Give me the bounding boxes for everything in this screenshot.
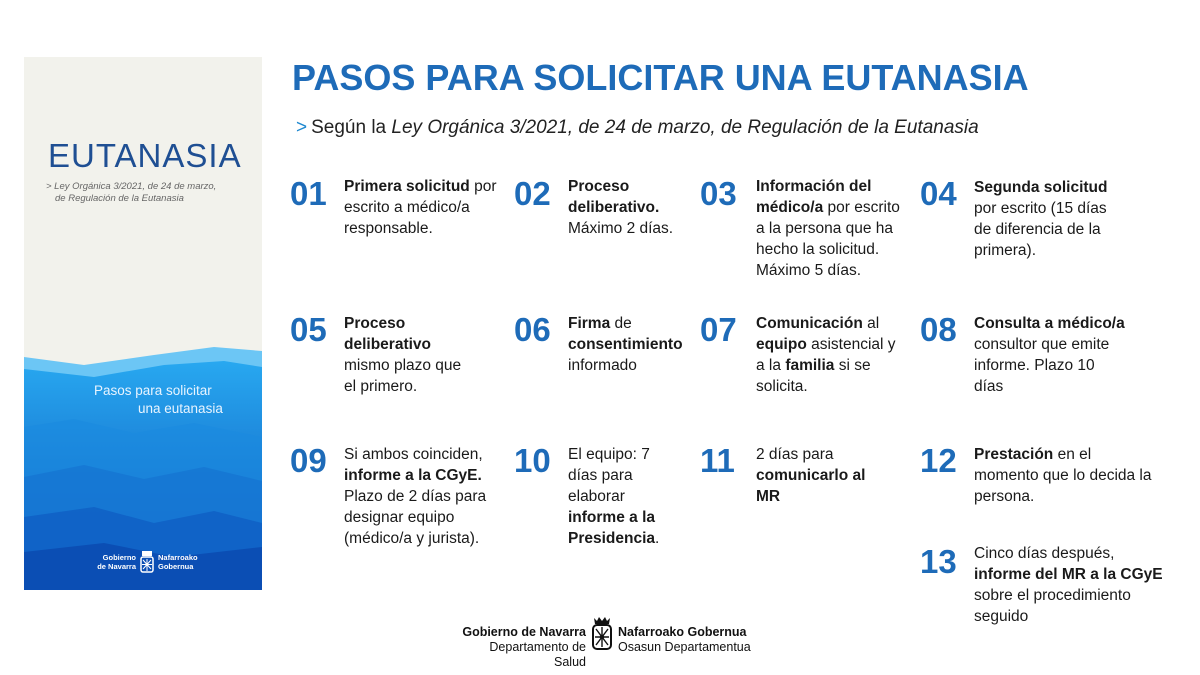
step-text-run: informe del MR a la CGyE	[974, 566, 1163, 583]
step-text	[974, 177, 1124, 261]
footer-logo-left	[458, 625, 586, 670]
subtitle-prefix: Según la	[311, 117, 392, 138]
step-text-run: informe a la Presidencia	[568, 509, 656, 547]
cover-logo-text-4: Gobernua	[158, 562, 194, 571]
step-text	[974, 543, 1164, 627]
step-text-run: en el momento que lo decida la persona.	[974, 446, 1152, 505]
footer-org-name-eu: Nafarroako Gobernua	[618, 625, 747, 639]
step-number: 04	[920, 175, 957, 212]
step-text	[756, 176, 912, 281]
step-number: 08	[920, 311, 957, 348]
page-subtitle	[296, 117, 979, 139]
step-text-run: Consulta a médico/a	[974, 315, 1125, 332]
cover-title: EUTANASIA	[48, 137, 242, 174]
cover-tagline-line2: una eutanasia	[138, 401, 223, 416]
step-text	[568, 176, 676, 239]
step-number: 10	[514, 442, 551, 479]
step-number: 06	[514, 311, 551, 348]
step-text-run: El equipo: 7 días para elaborar	[568, 446, 650, 505]
step-text-run: por escrito (15 días de diferencia de la primera).	[974, 200, 1107, 259]
step-number: 05	[290, 311, 327, 348]
step-text	[568, 313, 698, 376]
step-text-run: Comunicación	[756, 315, 863, 332]
subtitle-law-reference: Ley Orgánica 3/2021, de 24 de marzo, de Regulación de la Eutanasia	[391, 117, 979, 138]
step-text	[568, 444, 672, 549]
step-text	[344, 444, 504, 549]
cover-logo-text-1: Gobierno	[102, 553, 136, 562]
cover-tagline-line1: Pasos para solicitar	[94, 383, 212, 398]
step-text-run: Si ambos coinciden,	[344, 446, 483, 463]
step-text-run: asistencial y a la	[756, 336, 896, 374]
cover-government-logo	[82, 551, 232, 573]
step-text	[344, 176, 504, 239]
step-text-run: Proceso deliberativo	[344, 315, 431, 353]
step-number: 13	[920, 543, 957, 580]
step-number: 12	[920, 442, 957, 479]
footer-org-name: Gobierno de Navarra	[462, 625, 586, 639]
step-number: 09	[290, 442, 327, 479]
cover-subtitle	[46, 181, 216, 205]
coat-of-arms-icon	[591, 616, 613, 652]
footer-logo-right	[618, 625, 751, 655]
step-text-run: consultor que emite informe. Plazo 10 días	[974, 336, 1110, 395]
step-text-run: Firma	[568, 315, 611, 332]
step-text	[974, 313, 1126, 397]
step-text-run: si se solicita.	[756, 357, 871, 395]
step-text-run: por escrito a la persona que ha hecho la solicitud. Máximo 5 días.	[756, 199, 900, 279]
page-title: PASOS PARA SOLICITAR UNA EUTANASIA	[292, 57, 1029, 98]
step-text-run: Máximo 2 días.	[568, 220, 674, 237]
footer-department: Departamento de Salud	[489, 640, 586, 669]
step-text-run: Cinco días después,	[974, 545, 1115, 562]
step-number: 02	[514, 175, 551, 212]
step-text-run: Información del médico/a	[756, 178, 872, 216]
step-text-run: Proceso deliberativo.	[568, 178, 660, 216]
brochure-cover	[24, 57, 262, 590]
cover-logo-text-3: Nafarroako	[158, 553, 198, 562]
step-text-run: informado	[568, 357, 637, 374]
cover-subtitle-line1: > Ley Orgánica 3/2021, de 24 de marzo,	[46, 181, 217, 192]
step-number: 03	[700, 175, 737, 212]
step-text-run: mismo plazo que el primero.	[344, 357, 462, 395]
subtitle-arrow: >	[296, 117, 308, 138]
step-text	[974, 444, 1154, 507]
step-text	[344, 313, 462, 397]
step-text	[756, 444, 876, 507]
step-number: 07	[700, 311, 737, 348]
cover-tagline	[94, 382, 244, 418]
step-text-run: al	[862, 315, 880, 332]
step-text-run: Plazo de 2 días para designar equipo (médico/a y jurista).	[344, 488, 487, 547]
step-text-run: equipo	[756, 336, 807, 353]
step-text-run: Primera solicitud	[344, 178, 470, 195]
step-text-run: 2 días para	[756, 446, 834, 463]
step-text-run: sobre el procedimiento seguido	[974, 587, 1131, 625]
step-text-run: consentimiento	[568, 336, 683, 353]
step-text-run: Prestación	[974, 446, 1054, 463]
step-text-run: de	[610, 315, 632, 332]
step-text-run: por escrito a médico/a responsable.	[344, 178, 497, 237]
step-text-run: informe a la CGyE.	[344, 467, 482, 484]
step-text-run: Segunda solicitud	[974, 179, 1108, 196]
step-number: 01	[290, 175, 327, 212]
step-text-run: comunicarlo al MR	[756, 467, 866, 505]
footer-government-logo	[458, 616, 758, 669]
coat-of-arms-icon	[140, 551, 154, 573]
step-text	[756, 313, 900, 397]
cover-subtitle-line2: de Regulación de la Eutanasia	[55, 193, 184, 204]
footer-department-eu: Osasun Departamentua	[618, 640, 751, 654]
step-text-run: .	[655, 530, 660, 547]
step-number: 11	[700, 442, 735, 479]
step-text-run: familia	[785, 357, 835, 374]
cover-logo-text-2: de Navarra	[97, 562, 136, 571]
